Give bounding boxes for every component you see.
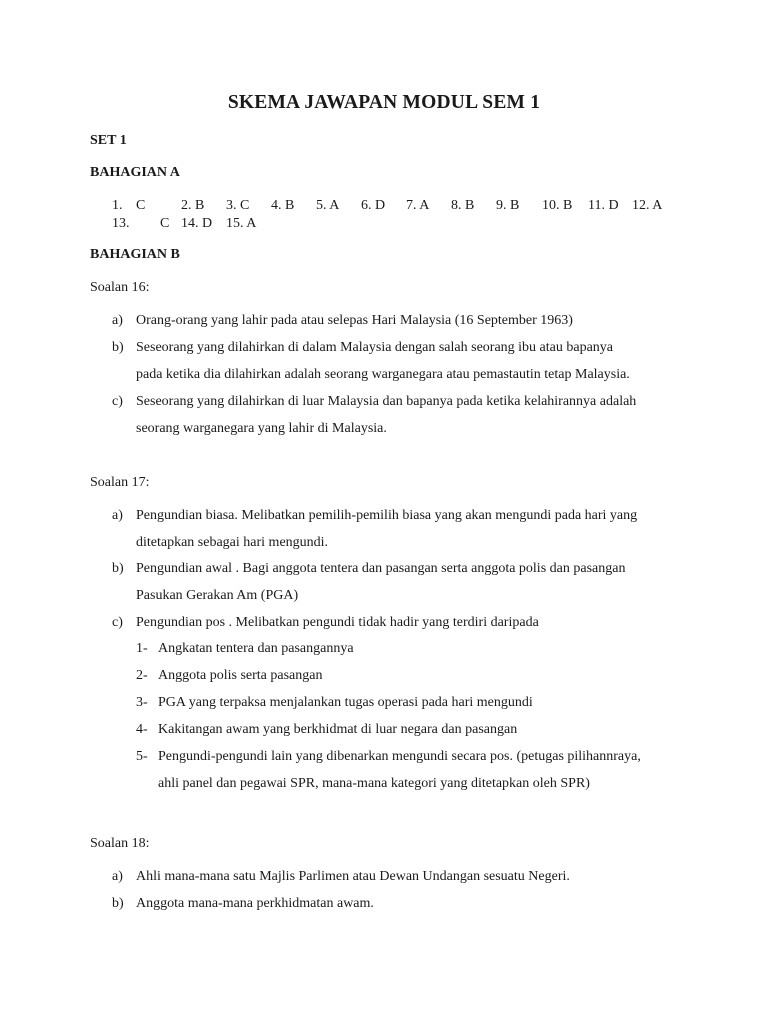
answer-item: 15. A	[226, 216, 257, 231]
list-marker: 4-	[136, 722, 148, 737]
list-item-text: Seseorang yang dilahirkan di dalam Malaysia dengan salah seorang ibu atau bapanya	[136, 340, 614, 355]
soalan-17-label: Soalan 17:	[90, 475, 150, 490]
answer-item: C	[160, 216, 170, 231]
bahagian-a-heading: BAHAGIAN A	[90, 165, 180, 180]
list-item-text: Kakitangan awam yang berkhidmat di luar negara dan pasangan	[158, 722, 518, 737]
list-marker: b)	[112, 561, 124, 576]
answer-item: 2. B	[181, 198, 205, 213]
soalan-18-label: Soalan 18:	[90, 836, 150, 851]
list-marker: 3-	[136, 695, 148, 710]
list-marker: a)	[112, 313, 123, 328]
list-marker: c)	[112, 394, 123, 409]
list-marker: b)	[112, 340, 124, 355]
list-item-text: Pengundian pos . Melibatkan pengundi tidak hadir yang terdiri daripada	[136, 615, 539, 630]
list-marker: b)	[112, 896, 124, 911]
list-marker: 5-	[136, 749, 148, 764]
list-marker: 1-	[136, 641, 148, 656]
soalan-16-label: Soalan 16:	[90, 280, 150, 295]
list-item-text: ahli panel dan pegawai SPR, mana-mana kategori yang ditetapkan oleh SPR)	[158, 776, 590, 791]
answer-item: 12. A	[632, 198, 663, 213]
answer-number: 1.	[112, 198, 123, 213]
list-item-text: Ahli mana-mana satu Majlis Parlimen atau Dewan Undangan sesuatu Negeri.	[136, 869, 570, 884]
list-marker: a)	[112, 869, 123, 884]
answer-item: 14. D	[181, 216, 213, 231]
answer-item: 5. A	[316, 198, 340, 213]
answer-number: 13.	[112, 216, 130, 231]
page-title: SKEMA JAWAPAN MODUL SEM 1	[227, 92, 541, 113]
answer-item: 6. D	[361, 198, 386, 213]
answer-item: 10. B	[542, 198, 573, 213]
bahagian-b-heading: BAHAGIAN B	[90, 247, 180, 262]
list-item-text: PGA yang terpaksa menjalankan tugas operasi pada hari mengundi	[158, 695, 533, 710]
answer-item: 9. B	[496, 198, 520, 213]
list-item-text: seorang warganegara yang lahir di Malaysia.	[136, 421, 387, 436]
answer-item: C	[136, 198, 146, 213]
answer-item: 11. D	[588, 198, 619, 213]
list-item-text: ditetapkan sebagai hari mengundi.	[136, 535, 329, 550]
answer-item: 3. C	[226, 198, 250, 213]
list-item-text: Orang-orang yang lahir pada atau selepas Hari Malaysia (16 September 1963)	[136, 313, 573, 328]
list-marker: a)	[112, 508, 123, 523]
list-item-text: Pengundian biasa. Melibatkan pemilih-pemilih biasa yang akan mengundi pada hari yang	[136, 508, 638, 523]
list-marker: 2-	[136, 668, 148, 683]
list-item-text: Pasukan Gerakan Am (PGA)	[136, 588, 299, 603]
answer-item: 7. A	[406, 198, 430, 213]
list-item-text: Angkatan tentera dan pasangannya	[158, 641, 354, 656]
set-label: SET 1	[90, 133, 127, 148]
list-item-text: pada ketika dia dilahirkan adalah seorang warganegara atau pemastautin tetap Malaysia.	[136, 367, 630, 382]
answer-item: 4. B	[271, 198, 295, 213]
list-marker: c)	[112, 615, 123, 630]
list-item-text: Seseorang yang dilahirkan di luar Malaysia dan bapanya pada ketika kelahirannya adalah	[136, 394, 637, 409]
list-item-text: Anggota polis serta pasangan	[158, 668, 323, 683]
answer-item: 8. B	[451, 198, 475, 213]
list-item-text: Anggota mana-mana perkhidmatan awam.	[136, 896, 374, 911]
list-item-text: Pengundi-pengundi lain yang dibenarkan mengundi secara pos. (petugas pilihannraya,	[158, 749, 641, 764]
list-item-text: Pengundian awal . Bagi anggota tentera dan pasangan serta anggota polis dan pasangan	[136, 561, 626, 576]
